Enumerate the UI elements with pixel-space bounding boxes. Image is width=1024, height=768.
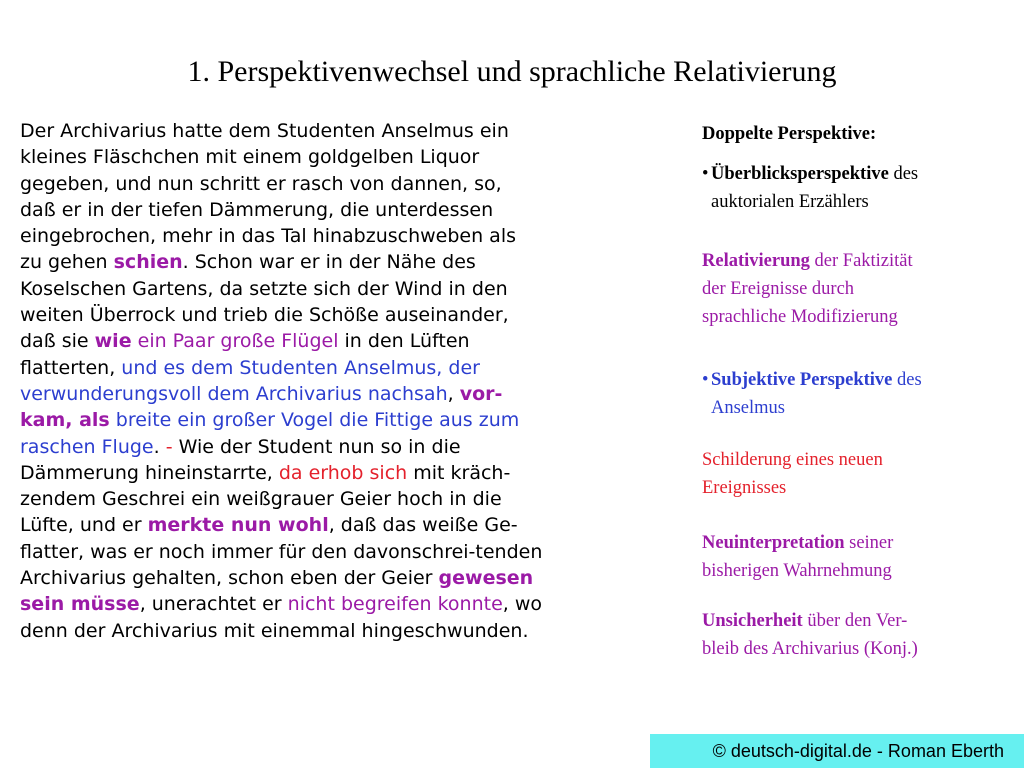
note-text: über den Ver- [802, 611, 908, 631]
excerpt-line [20, 144, 660, 170]
highlighted-phrase: wie [94, 330, 132, 353]
text-segment: Lüfte, und er [20, 514, 148, 537]
highlighted-phrase: nicht begreifen konnte [287, 593, 503, 616]
text-segment: zendem Geschrei ein weißgrauer Geier hoch in die [20, 488, 502, 511]
side-note-line [702, 275, 1002, 303]
excerpt-line [20, 565, 660, 591]
highlighted-phrase: da erhob sich [278, 461, 408, 484]
text-segment: daß er in der tiefen Dämmerung, die unterdessen [20, 198, 494, 221]
excerpt-line [20, 197, 660, 223]
copyright-footer: © deutsch-digital.de - Roman Eberth [650, 734, 1024, 768]
side-note-line [702, 188, 1002, 216]
side-note-line [702, 557, 1002, 585]
text-segment: daß sie [20, 330, 95, 353]
highlighted-phrase: gewesen [438, 567, 534, 590]
note-text: Anselmus [711, 398, 785, 418]
note-text: bisherigen Wahrnehmung [702, 561, 892, 581]
note-text: des [892, 370, 922, 390]
text-segment: Archivarius gehalten, schon eben der Geier [20, 567, 439, 590]
excerpt-line [20, 355, 660, 381]
highlighted-phrase: schien [113, 251, 183, 274]
text-segment: . [153, 435, 166, 458]
side-note-line [702, 366, 1002, 394]
excerpt-line [20, 381, 660, 407]
note-text: bleib des Archivarius (Konj.) [702, 639, 918, 659]
note-keyword: Neuinterpretation [702, 533, 845, 553]
text-segment: mit kräch- [407, 461, 511, 484]
highlighted-phrase: raschen Fluge [20, 435, 154, 458]
bullet-icon: • [702, 370, 709, 390]
slide-title: 1. Perspektivenwechsel und sprachliche Relativierung [187, 55, 837, 88]
note-keyword: Unsicherheit [702, 611, 803, 631]
note-text: des [888, 164, 919, 184]
excerpt-line [20, 171, 660, 197]
note-text: auktorialen Erzählers [711, 192, 869, 212]
highlighted-phrase: vor- [459, 382, 503, 405]
text-segment: flatter, was er noch immer für den davonschrei-tenden [20, 540, 543, 563]
side-note [702, 366, 1002, 422]
text-segment: Dämmerung hineinstarrte, [20, 461, 279, 484]
side-note [702, 160, 1002, 216]
excerpt-line [20, 328, 660, 354]
highlighted-phrase: - [165, 435, 173, 458]
highlighted-phrase: und es dem Studenten Anselmus, der [121, 356, 480, 379]
side-note-line [702, 446, 1002, 474]
note-text: sprachliche Modifizierung [702, 307, 898, 327]
note-text: der Faktizität [809, 251, 913, 271]
note-text: Schilderung eines neuen [702, 450, 883, 470]
side-note-line [702, 635, 1002, 663]
side-note-line [702, 474, 1002, 502]
excerpt-line [20, 276, 660, 302]
text-segment: in den Lüften [338, 330, 470, 353]
highlighted-phrase: kam, als [20, 409, 110, 432]
text-segment: , daß das weiße Ge- [328, 514, 518, 537]
note-text: Ereignisses [702, 478, 787, 498]
highlighted-phrase: merkte nun wohl [147, 514, 329, 537]
side-note [702, 446, 1002, 502]
excerpt-line [20, 118, 660, 144]
text-segment: Koselschen Gartens, da setzte sich der Wind in den [20, 277, 508, 300]
side-note [702, 607, 1002, 663]
text-segment: gegeben, und nun schritt er rasch von dannen, so, [20, 172, 502, 195]
side-note-line [702, 529, 1002, 557]
text-segment: zu gehen [20, 251, 114, 274]
excerpt-line [20, 539, 660, 565]
text-segment: Der Archivarius hatte dem Studenten Anselmus ein [20, 120, 509, 142]
note-keyword: Subjektive Perspektive [711, 370, 893, 390]
highlighted-phrase: sein müsse [20, 593, 140, 616]
text-segment: . Schon war er in der Nähe des [182, 251, 476, 274]
text-segment: eingebrochen, mehr in das Tal hinabzuschweben als [20, 225, 517, 248]
excerpt-line [20, 223, 660, 249]
side-note-line [702, 607, 1002, 635]
note-text: seiner [844, 533, 894, 553]
note-keyword: Überblicksperspektive [711, 164, 889, 184]
side-note-line [702, 247, 1002, 275]
text-segment: , [447, 382, 460, 405]
text-segment: weiten Überrock und trieb die Schöße auseinander, [20, 304, 509, 327]
side-note-line [702, 160, 1002, 188]
highlighted-phrase: breite ein großer Vogel die Fittige aus zum [115, 409, 520, 432]
text-segment: , wo [502, 593, 543, 616]
side-note [702, 529, 1002, 585]
excerpt-line [20, 460, 660, 486]
excerpt-line [20, 618, 660, 644]
side-note [702, 120, 1002, 148]
excerpt-line [20, 486, 660, 512]
text-segment: Wie der Student nun so in die [172, 435, 461, 458]
side-note-line [702, 394, 1002, 422]
side-note-line [702, 303, 1002, 331]
text-segment: kleines Fläschchen mit einem goldgelben Liquor [20, 146, 480, 169]
excerpt-line [20, 512, 660, 538]
bullet-icon: • [702, 164, 709, 184]
excerpt-line [20, 302, 660, 328]
note-keyword: Doppelte Perspektive: [702, 124, 877, 144]
excerpt-line [20, 407, 660, 433]
side-note-line [702, 120, 1002, 148]
highlighted-phrase: verwunderungsvoll dem Archivarius nachsah [20, 382, 448, 405]
note-keyword: Relativierung [702, 251, 810, 271]
note-text: der Ereignisse durch [702, 279, 855, 299]
highlighted-phrase: ein Paar große Flügel [137, 330, 339, 353]
text-segment: flatterten, [20, 356, 122, 379]
excerpt-line [20, 249, 660, 275]
text-segment: , unerachtet er [139, 593, 288, 616]
excerpt-line [20, 434, 660, 460]
excerpt-text [20, 118, 660, 644]
text-segment: denn der Archivarius mit einemmal hingeschwunden. [20, 619, 529, 642]
excerpt-line [20, 591, 660, 617]
side-note [702, 247, 1002, 331]
